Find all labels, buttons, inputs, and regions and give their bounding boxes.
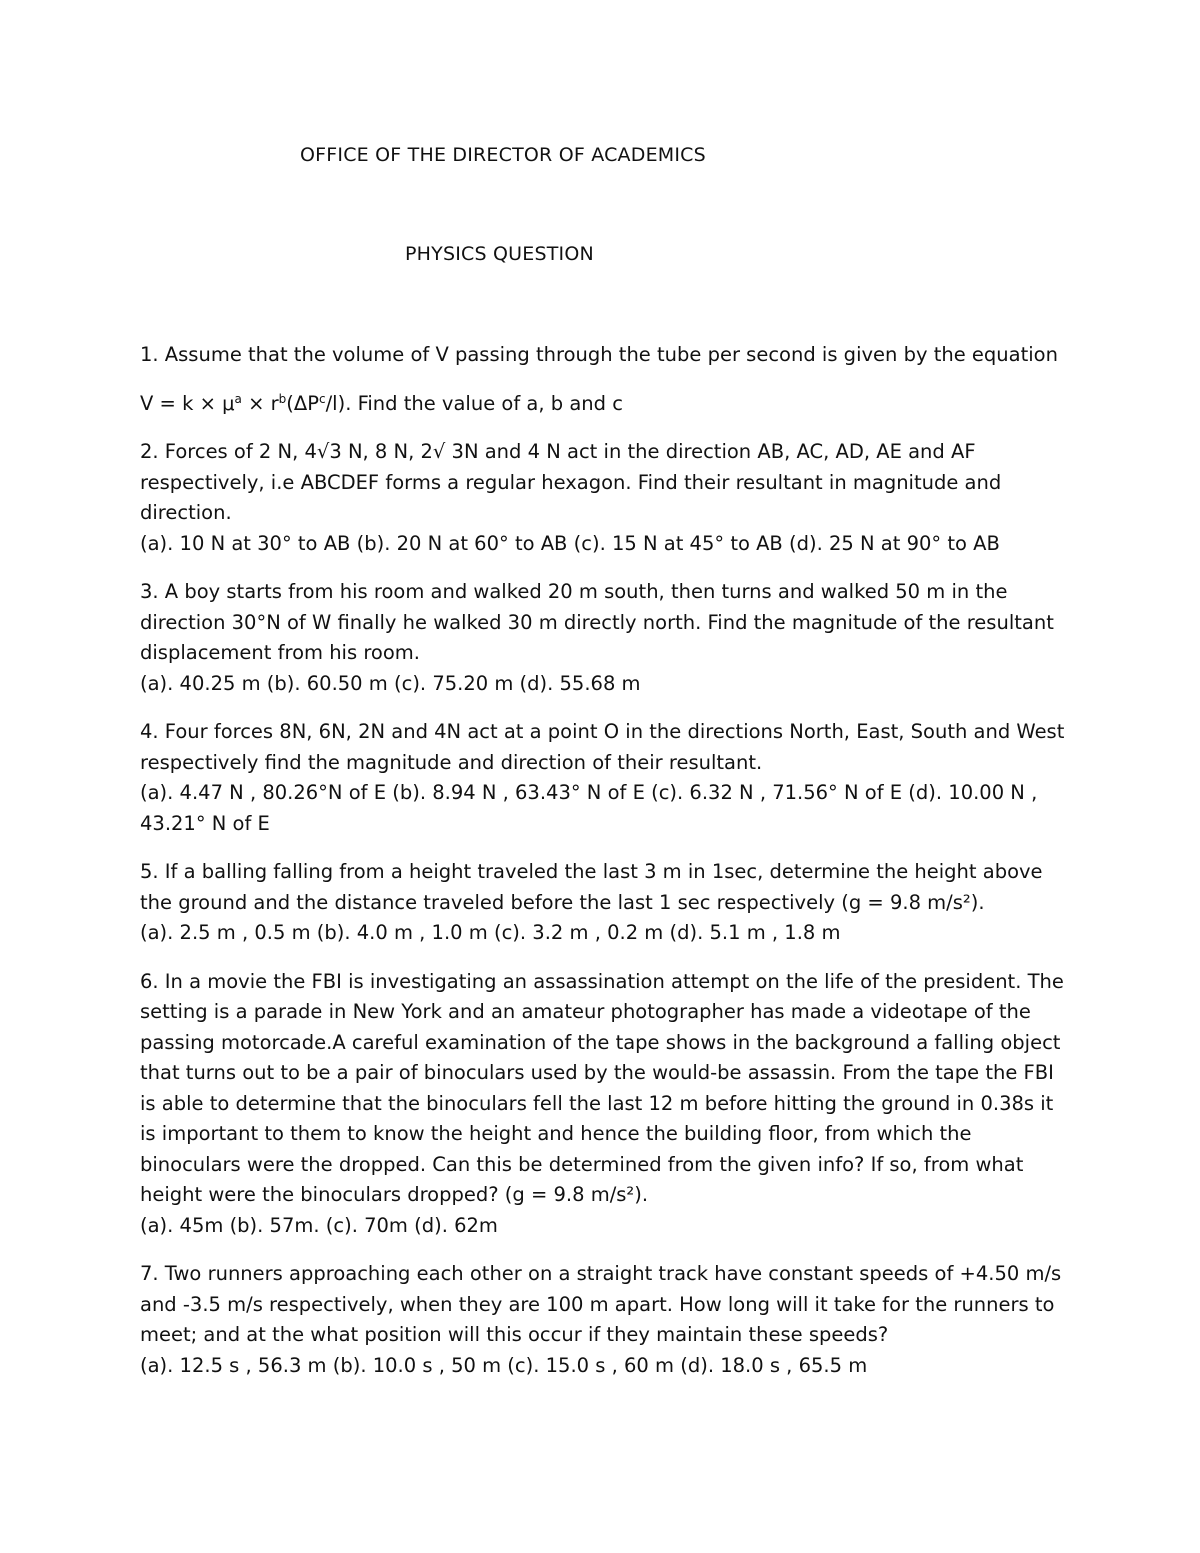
question-2-stem: 2. Forces of 2 N, 4√3 N, 8 N, 2√ 3N and 4 N act in the direction AB, AC, AD, AE and AF respectively, i.e ABCDEF forms a regular hexagon. Find their resultant in magnitude and direction. [140, 440, 1002, 524]
question-4 [140, 717, 1070, 839]
question-7-options: (a). 12.5 s , 56.3 m (b). 10.0 s , 50 m (c). 15.0 s , 60 m (d). 18.0 s , 65.5 m [140, 1353, 868, 1377]
question-2 [140, 437, 1070, 559]
question-3-stem: 3. A boy starts from his room and walked 20 m south, then turns and walked 50 m in the direction 30°N of W finally he walked 30 m directly north. Find the magnitude of the resultant displacement from his room. [140, 580, 1054, 664]
question-2-options: (a). 10 N at 30° to AB (b). 20 N at 60° to AB (c). 15 N at 45° to AB (d). 25 N at 90° to AB [140, 531, 1000, 555]
question-7-stem: 7. Two runners approaching each other on a straight track have constant speeds of +4.50 m/s and -3.5 m/s respectively, when they are 100 m apart. How long will it take for the runners to meet; and at the what position will this occur if they maintain these speeds? [140, 1262, 1062, 1346]
question-7 [140, 1259, 1070, 1381]
question-1 [140, 340, 1070, 419]
subject-heading: PHYSICS QUESTION [405, 243, 594, 265]
question-3 [140, 577, 1070, 699]
question-6 [140, 967, 1070, 1242]
question-5-options: (a). 2.5 m , 0.5 m (b). 4.0 m , 1.0 m (c). 3.2 m , 0.2 m (d). 5.1 m , 1.8 m [140, 921, 841, 944]
question-5-stem: 5. If a balling falling from a height traveled the last 3 m in 1sec, determine the height above the ground and the distance traveled before the last 1 sec respectively (g = 9.8 m/s²). [140, 860, 1043, 914]
question-1-stem: 1. Assume that the volume of V passing through the tube per second is given by the equation [140, 343, 1058, 366]
question-4-stem: 4. Four forces 8N, 6N, 2N and 4N act at a point O in the directions North, East, South and West respectively find the magnitude and direction of their resultant. [140, 720, 1065, 774]
question-5 [140, 857, 1070, 949]
office-heading: OFFICE OF THE DIRECTOR OF ACADEMICS [300, 144, 706, 166]
question-6-options: (a). 45m (b). 57m. (c). 70m (d). 62m [140, 1213, 498, 1237]
question-1-equation: $V = k \times \mu^a \times r^b(\Delta P^c/l)$. Find the value of a, b and c [140, 391, 623, 415]
question-list [140, 340, 1070, 1399]
question-4-options: (a). 4.47 N , 80.26°N of E (b). 8.94 N , 63.43° N of E (c). 6.32 N , 71.56° N of E (d). 10.00 N , 43.21° N of E [140, 781, 1038, 835]
question-3-options: (a). 40.25 m (b). 60.50 m (c). 75.20 m (d). 55.68 m [140, 671, 641, 695]
question-6-stem: 6. In a movie the FBI is investigating an assassination attempt on the life of the president. The setting is a parade in New York and an amateur photographer has made a videotape of the passing motorcade.A careful examination of the tape shows in the background a falling object that turns out to be a pair of binoculars used by the would-be assassin. From the tape the FBI is able to determine that the binoculars fell the last 12 m before hitting the ground in 0.38s it is important to them to know the height and hence the building floor, from which the binoculars were the dropped. Can this be determined from the given info? If so, from what height were the binoculars dropped? (g = 9.8 m/s²). [140, 969, 1064, 1206]
